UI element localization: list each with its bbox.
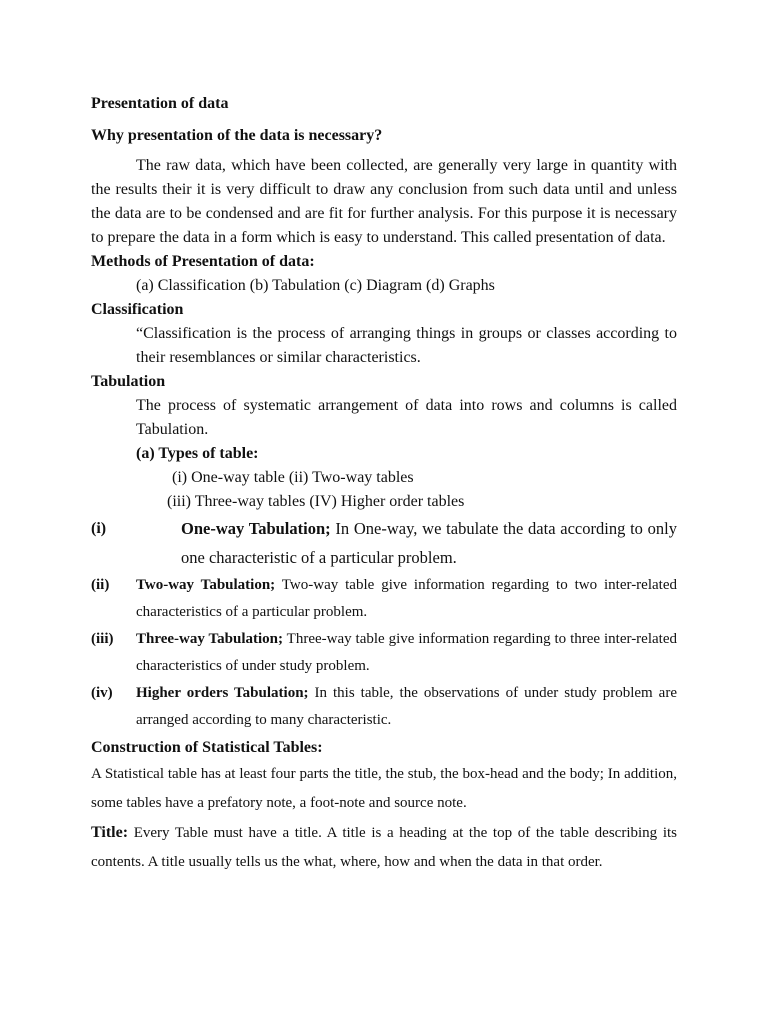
question-heading: Why presentation of the data is necessary? xyxy=(91,127,383,144)
list-item-text: In this table, the observations of under study problem are arranged according to many characteristic. xyxy=(136,685,677,728)
list-item-text: Three-way table give information regarding to three inter-related characteristics of under study problem. xyxy=(136,631,677,674)
methods-heading: Methods of Presentation of data: xyxy=(91,253,315,270)
list-item xyxy=(91,572,677,626)
methods-list: (a) Classification (b) Tabulation (c) Diagram (d) Graphs xyxy=(136,277,495,294)
list-item-term: Three-way Tabulation; xyxy=(136,631,284,647)
list-item-term: Two-way Tabulation; xyxy=(136,577,276,593)
title-text: Every Table must have a title. A title is a heading at the top of the table describing its contents. A title usually tells us the what, where, how and when the data in that order. xyxy=(91,825,677,870)
classification-heading: Classification xyxy=(91,301,184,318)
intro-paragraph: The raw data, which have been collected, are generally very large in quantity with the results their it is very difficult to draw any conclusion from such data until and unless the data are to be condensed and are fit for further analysis. For this purpose it is necessary to prepare the data in a form which is easy to understand. This called presentation of data. xyxy=(91,157,677,246)
title-term: Title: xyxy=(91,824,129,841)
list-item-number: (iii) xyxy=(91,631,114,647)
construction-heading: Construction of Statistical Tables: xyxy=(91,739,323,756)
list-item xyxy=(91,680,677,734)
list-item-term: Higher orders Tabulation; xyxy=(136,685,309,701)
types-of-table-heading: (a) Types of table: xyxy=(136,445,259,462)
list-item-number: (i) xyxy=(91,520,107,537)
construction-text: A Statistical table has at least four parts the title, the stub, the box-head and the body; In addition, some tables have a prefatory note, a foot-note and source note. xyxy=(91,766,677,811)
list-item-text: Two-way table give information regarding to two inter-related characteristics of a particular problem. xyxy=(136,577,677,620)
tabulation-text: The process of systematic arrangement of data into rows and columns is called Tabulation. xyxy=(136,397,677,438)
tabulation-heading: Tabulation xyxy=(91,373,166,390)
list-item-number: (iv) xyxy=(91,685,113,701)
list-item-number: (ii) xyxy=(91,577,110,593)
classification-text: “Classification is the process of arranging things in groups or classes according to their resemblances or similar characteristics. xyxy=(136,325,677,366)
document-heading: Presentation of data xyxy=(91,95,229,112)
list-item xyxy=(91,514,677,572)
title-paragraph xyxy=(91,818,677,877)
types-line-2: (iii) Three-way tables (IV) Higher order tables xyxy=(167,493,465,510)
list-item-term: One-way Tabulation; xyxy=(181,519,331,538)
list-item xyxy=(91,626,677,680)
types-line-1: (i) One-way table (ii) Two-way tables xyxy=(172,469,414,486)
document-page xyxy=(91,93,677,877)
list-item-text: In One-way, we tabulate the data according to only one characteristic of a particular problem. xyxy=(181,519,678,567)
